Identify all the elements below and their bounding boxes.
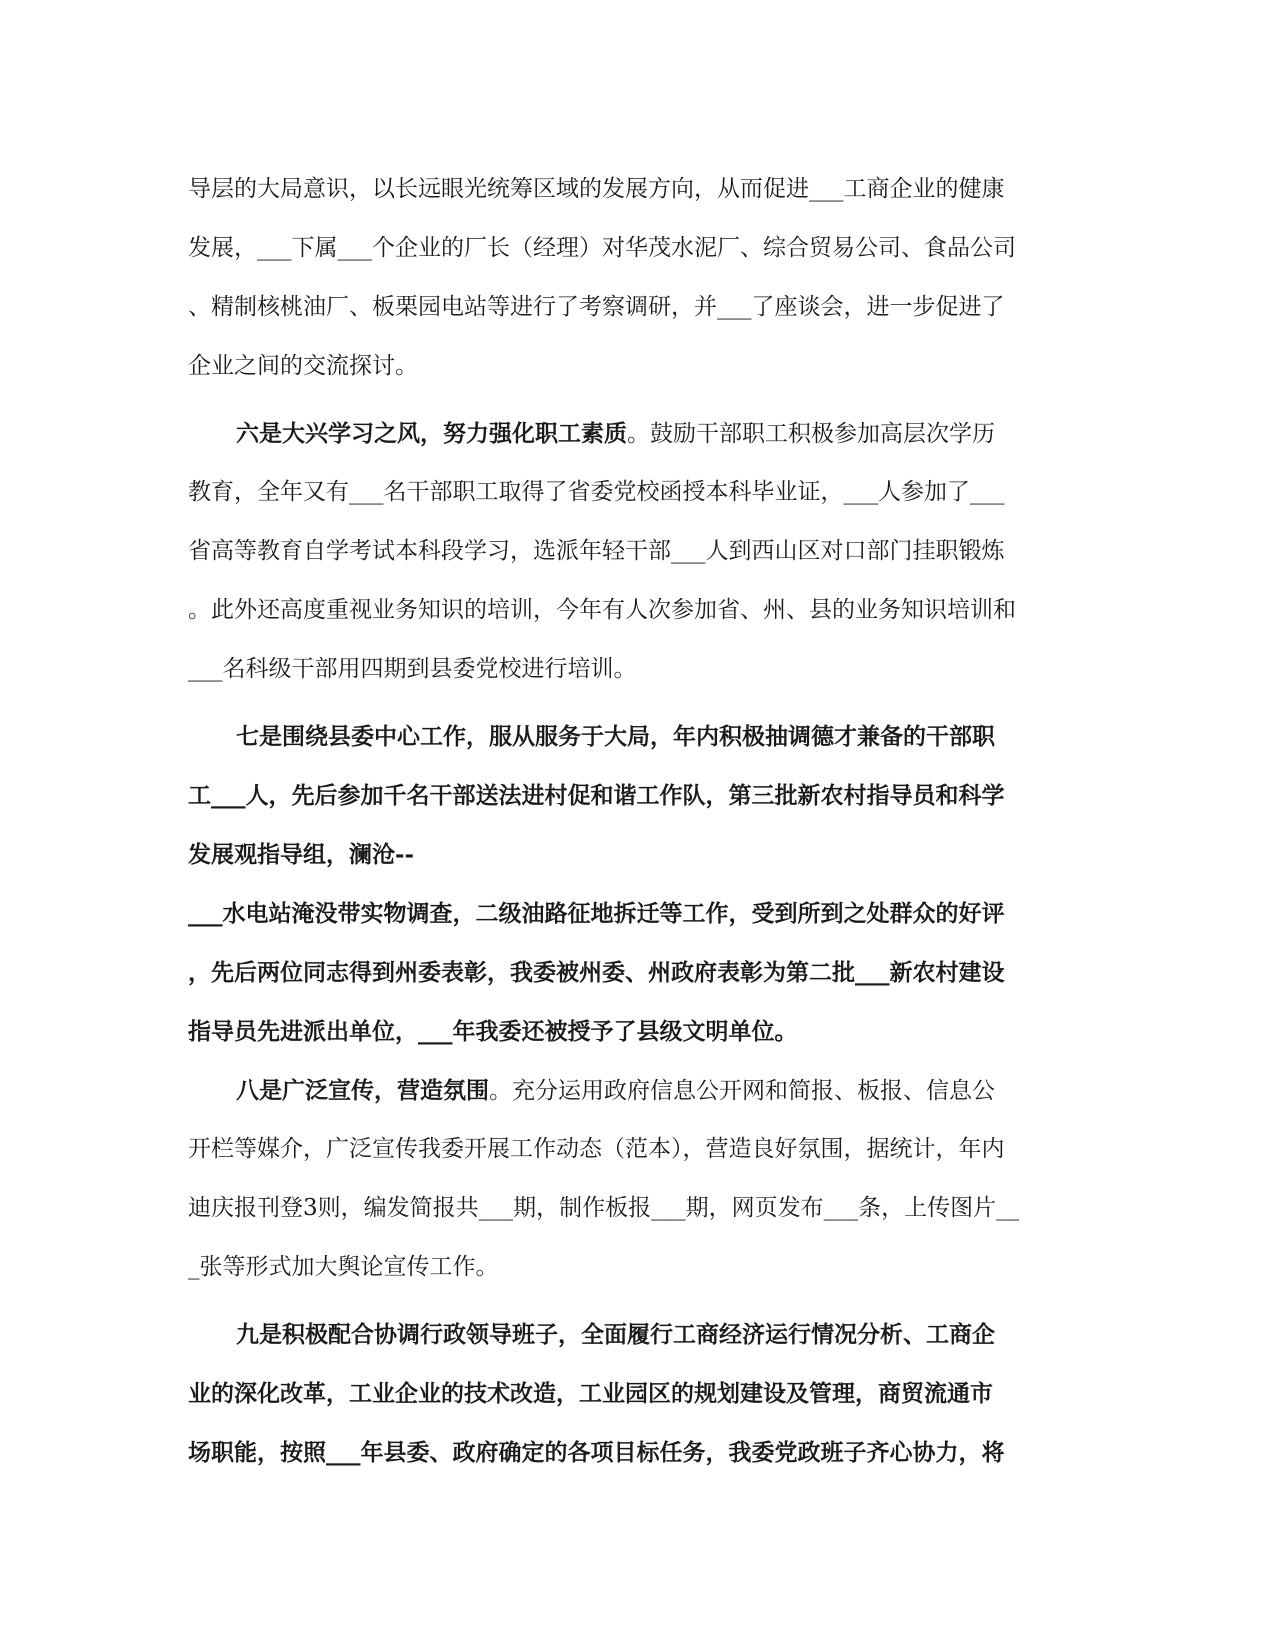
- text-line: 迪庆报刊登3则，编发简报共___期，制作板报___期，网页发布___条，上传图片__: [188, 1195, 1020, 1221]
- text-line: 场职能，按照___年县委、政府确定的各项目标任务，我委党政班子齐心协力，将: [188, 1439, 1005, 1466]
- text-line: ，先后两位同志得到州委表彰，我委被州委、州政府表彰为第二批___新农村建设: [188, 959, 1005, 986]
- paragraph-text: 。鼓励干部职工积极参加高层次学历: [627, 421, 995, 447]
- text-line: 、精制核桃油厂、板栗园电站等进行了考察调研，并___了座谈会，进一步促进了: [188, 294, 1005, 320]
- paragraph-county-work: [188, 707, 1088, 1061]
- text-line: 发展，___下属___个企业的厂长（经理）对华茂水泥厂、综合贸易公司、食品公司: [188, 235, 1016, 261]
- text-line: 发展观指导组，澜沧--: [188, 841, 415, 868]
- paragraph-enterprise-exchange: [188, 160, 1088, 396]
- text-line: 企业之间的交流探讨。: [188, 353, 418, 379]
- text-line: 教育，全年又有___名干部职工取得了省委党校函授本科毕业证，___人参加了___: [188, 479, 1005, 505]
- text-line: [188, 1061, 1088, 1120]
- text-line: 七是围绕县委中心工作，服从服务于大局，年内积极抽调德才兼备的干部职: [236, 723, 995, 750]
- text-line: 省高等教育自学考试本科段学习，选派年轻干部___人到西山区对口部门挂职锻炼: [188, 538, 1005, 564]
- document-body: [188, 160, 1088, 1482]
- text-line: ___名科级干部用四期到县委党校进行培训。: [188, 656, 637, 682]
- paragraph-study: [188, 404, 1088, 699]
- paragraph-heading: 六是大兴学习之风，努力强化职工素质: [236, 420, 627, 447]
- text-line: [188, 404, 1088, 463]
- text-line: 九是积极配合协调行政领导班子，全面履行工商经济运行情况分析、工商企: [236, 1321, 995, 1348]
- text-line: _张等形式加大舆论宣传工作。: [188, 1254, 499, 1280]
- paragraph-leadership: [188, 1305, 1088, 1482]
- text-line: 导层的大局意识，以长远眼光统筹区域的发展方向，从而促进___工商企业的健康: [188, 176, 1005, 202]
- text-line: 指导员先进派出单位，___年我委还被授予了县级文明单位。: [188, 1018, 798, 1045]
- text-line: ___水电站淹没带实物调查，二级油路征地拆迁等工作，受到所到之处群众的好评: [188, 900, 1005, 927]
- paragraph-text: 。充分运用政府信息公开网和简报、板报、信息公: [489, 1078, 995, 1104]
- text-line: 工___人，先后参加千名干部送法进村促和谐工作队，第三批新农村指导员和科学: [188, 782, 1005, 809]
- paragraph-publicity: [188, 1061, 1088, 1297]
- text-line: 开栏等媒介，广泛宣传我委开展工作动态（范本），营造良好氛围，据统计，年内: [188, 1136, 1005, 1162]
- text-line: 。此外还高度重视业务知识的培训，今年有人次参加省、州、县的业务知识培训和: [188, 597, 1016, 623]
- paragraph-heading: 八是广泛宣传，营造氛围: [236, 1077, 489, 1104]
- text-line: 业的深化改革，工业企业的技术改造，工业园区的规划建设及管理，商贸流通市: [188, 1380, 993, 1407]
